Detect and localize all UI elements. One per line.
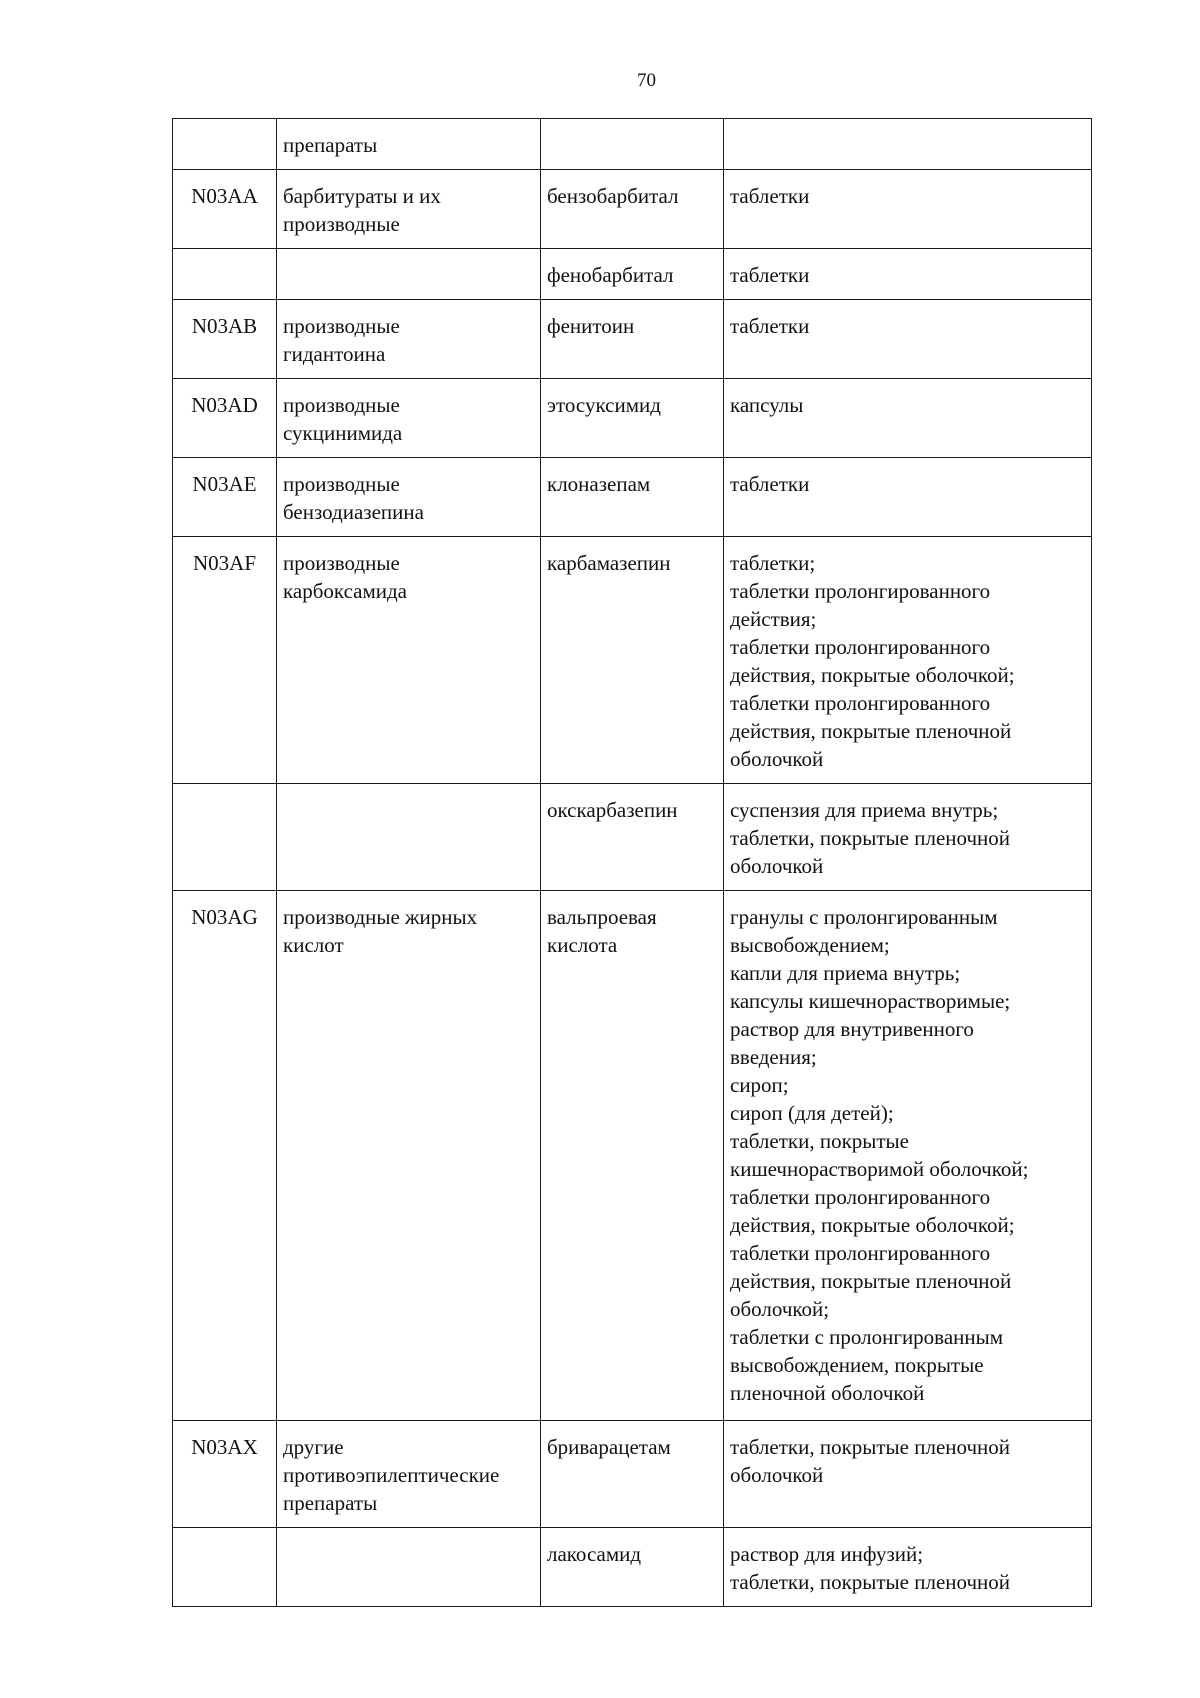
group-text-line: бензодиазепина	[283, 500, 424, 524]
dosage-form-line: кишечнорастворимой оболочкой;	[730, 1157, 1029, 1181]
atc-code-cell	[173, 119, 277, 170]
group-text-line: производные жирных	[283, 905, 478, 929]
group-text-line: противоэпилептические	[283, 1463, 500, 1487]
atc-code-cell	[173, 784, 277, 891]
dosage-form-line: действия, покрытые оболочкой;	[730, 1213, 1015, 1237]
atc-code: N03AX	[191, 1435, 258, 1459]
group-text-line: барбитураты и их	[283, 184, 441, 208]
group-text-line: другие	[283, 1435, 344, 1459]
group-text-line: карбоксамида	[283, 579, 408, 603]
dosage-form-line: таблетки пролонгированного	[730, 691, 991, 715]
dosage-form-line: действия;	[730, 607, 817, 631]
table-row	[173, 379, 1092, 458]
atc-code-cell	[173, 458, 277, 537]
drug-table	[172, 118, 1092, 1607]
substance-cell	[541, 379, 724, 458]
substance-text-line: этосуксимид	[547, 393, 661, 417]
group-text-line: производные	[283, 212, 400, 236]
group-cell	[277, 119, 541, 170]
dosage-form-line: таблетки;	[730, 551, 816, 575]
dosage-form-line: таблетки, покрытые пленочной	[730, 1570, 1011, 1594]
dosage-form-line: таблетки	[730, 314, 810, 338]
table-row	[173, 1528, 1092, 1607]
group-cell	[277, 249, 541, 300]
atc-code: N03AA	[191, 184, 258, 208]
dosage-form-line: суспензия для приема внутрь;	[730, 798, 999, 822]
table-row	[173, 119, 1092, 170]
dosage-form-line: таблетки, покрытые пленочной	[730, 1435, 1011, 1459]
atc-code: N03AB	[191, 314, 258, 338]
table-body	[173, 119, 1092, 1607]
atc-code: N03AD	[191, 393, 258, 417]
dosage-form-line: капсулы кишечнорастворимые;	[730, 989, 1011, 1013]
dosage-forms-cell	[724, 537, 1092, 784]
dosage-forms-cell	[724, 891, 1092, 1421]
group-cell	[277, 891, 541, 1421]
dosage-form-line: раствор для внутривенного	[730, 1017, 974, 1041]
group-cell	[277, 1421, 541, 1528]
dosage-forms-cell	[724, 1528, 1092, 1607]
substance-cell	[541, 1528, 724, 1607]
atc-code: N03AF	[192, 551, 256, 575]
substance-cell	[541, 784, 724, 891]
dosage-form-line: сироп;	[730, 1073, 789, 1097]
dosage-form-line: таблетки, покрытые пленочной	[730, 826, 1011, 850]
dosage-form-line: таблетки пролонгированного	[730, 1185, 991, 1209]
group-cell	[277, 784, 541, 891]
dosage-form-line: введения;	[730, 1045, 817, 1069]
atc-code-cell	[173, 1421, 277, 1528]
group-text-line: гидантоина	[283, 342, 386, 366]
substance-text-line: вальпроевая	[547, 905, 657, 929]
dosage-form-line: таблетки	[730, 472, 810, 496]
substance-cell	[541, 170, 724, 249]
dosage-forms-cell	[724, 119, 1092, 170]
group-text-line: сукцинимида	[283, 421, 403, 445]
substance-cell	[541, 458, 724, 537]
atc-code: N03AE	[192, 472, 257, 496]
group-cell	[277, 170, 541, 249]
atc-code-cell	[173, 1528, 277, 1607]
dosage-forms-cell	[724, 1421, 1092, 1528]
dosage-forms-cell	[724, 170, 1092, 249]
group-cell	[277, 1528, 541, 1607]
dosage-form-line: оболочкой;	[730, 1297, 830, 1321]
dosage-form-line: действия, покрытые оболочкой;	[730, 663, 1015, 687]
table-row	[173, 784, 1092, 891]
dosage-form-line: таблетки пролонгированного	[730, 1241, 991, 1265]
group-text-line: кислот	[283, 933, 344, 957]
dosage-form-line: оболочкой	[730, 1463, 824, 1487]
substance-text-line: лакосамид	[547, 1542, 642, 1566]
substance-cell	[541, 249, 724, 300]
group-text-line: препараты	[283, 1491, 378, 1515]
group-text-line: производные	[283, 551, 400, 575]
dosage-form-line: пленочной оболочкой	[730, 1381, 925, 1405]
table-row	[173, 300, 1092, 379]
group-cell	[277, 379, 541, 458]
substance-text-line: кислота	[547, 933, 618, 957]
dosage-form-line: таблетки пролонгированного	[730, 579, 991, 603]
group-text-line: производные	[283, 472, 400, 496]
dosage-forms-cell	[724, 458, 1092, 537]
table-row	[173, 537, 1092, 784]
dosage-form-line: таблетки	[730, 184, 810, 208]
page-number: 70	[637, 70, 656, 91]
atc-code-cell	[173, 379, 277, 458]
atc-code: N03AG	[191, 905, 258, 929]
group-text-line: производные	[283, 393, 400, 417]
group-text-line: препараты	[283, 133, 378, 157]
substance-cell	[541, 300, 724, 379]
substance-text-line: окскарбазепин	[547, 798, 678, 822]
substance-cell	[541, 1421, 724, 1528]
group-cell	[277, 458, 541, 537]
atc-code-cell	[173, 249, 277, 300]
dosage-forms-cell	[724, 249, 1092, 300]
substance-cell	[541, 891, 724, 1421]
dosage-form-line: действия, покрытые пленочной	[730, 1269, 1012, 1293]
dosage-form-line: таблетки, покрытые	[730, 1129, 909, 1153]
group-cell	[277, 300, 541, 379]
substance-text-line: карбамазепин	[547, 551, 671, 575]
substance-cell	[541, 537, 724, 784]
dosage-forms-cell	[724, 300, 1092, 379]
dosage-forms-cell	[724, 784, 1092, 891]
atc-code-cell	[173, 170, 277, 249]
dosage-form-line: таблетки с пролонгированным	[730, 1325, 1004, 1349]
table-row	[173, 249, 1092, 300]
substance-text-line: фенобарбитал	[547, 263, 674, 287]
dosage-form-line: оболочкой	[730, 747, 824, 771]
substance-text-line: бриварацетам	[547, 1435, 671, 1459]
group-text-line: производные	[283, 314, 400, 338]
dosage-form-line: таблетки пролонгированного	[730, 635, 991, 659]
dosage-form-line: сироп (для детей);	[730, 1101, 894, 1125]
atc-code-cell	[173, 300, 277, 379]
dosage-form-line: раствор для инфузий;	[730, 1542, 924, 1566]
substance-text-line: клоназепам	[547, 472, 651, 496]
substance-text-line: бензобарбитал	[547, 184, 679, 208]
dosage-form-line: высвобождением, покрытые	[730, 1353, 984, 1377]
dosage-form-line: гранулы с пролонгированным	[730, 905, 998, 929]
table-row	[173, 891, 1092, 1421]
dosage-forms-cell	[724, 379, 1092, 458]
dosage-form-line: оболочкой	[730, 854, 824, 878]
atc-code-cell	[173, 891, 277, 1421]
dosage-form-line: капли для приема внутрь;	[730, 961, 961, 985]
dosage-form-line: высвобождением;	[730, 933, 890, 957]
group-cell	[277, 537, 541, 784]
substance-text-line: фенитоин	[547, 314, 635, 338]
table-row	[173, 1421, 1092, 1528]
dosage-form-line: таблетки	[730, 263, 810, 287]
atc-code-cell	[173, 537, 277, 784]
substance-cell	[541, 119, 724, 170]
dosage-form-line: действия, покрытые пленочной	[730, 719, 1012, 743]
table-row	[173, 458, 1092, 537]
dosage-form-line: капсулы	[730, 393, 804, 417]
table-row	[173, 170, 1092, 249]
